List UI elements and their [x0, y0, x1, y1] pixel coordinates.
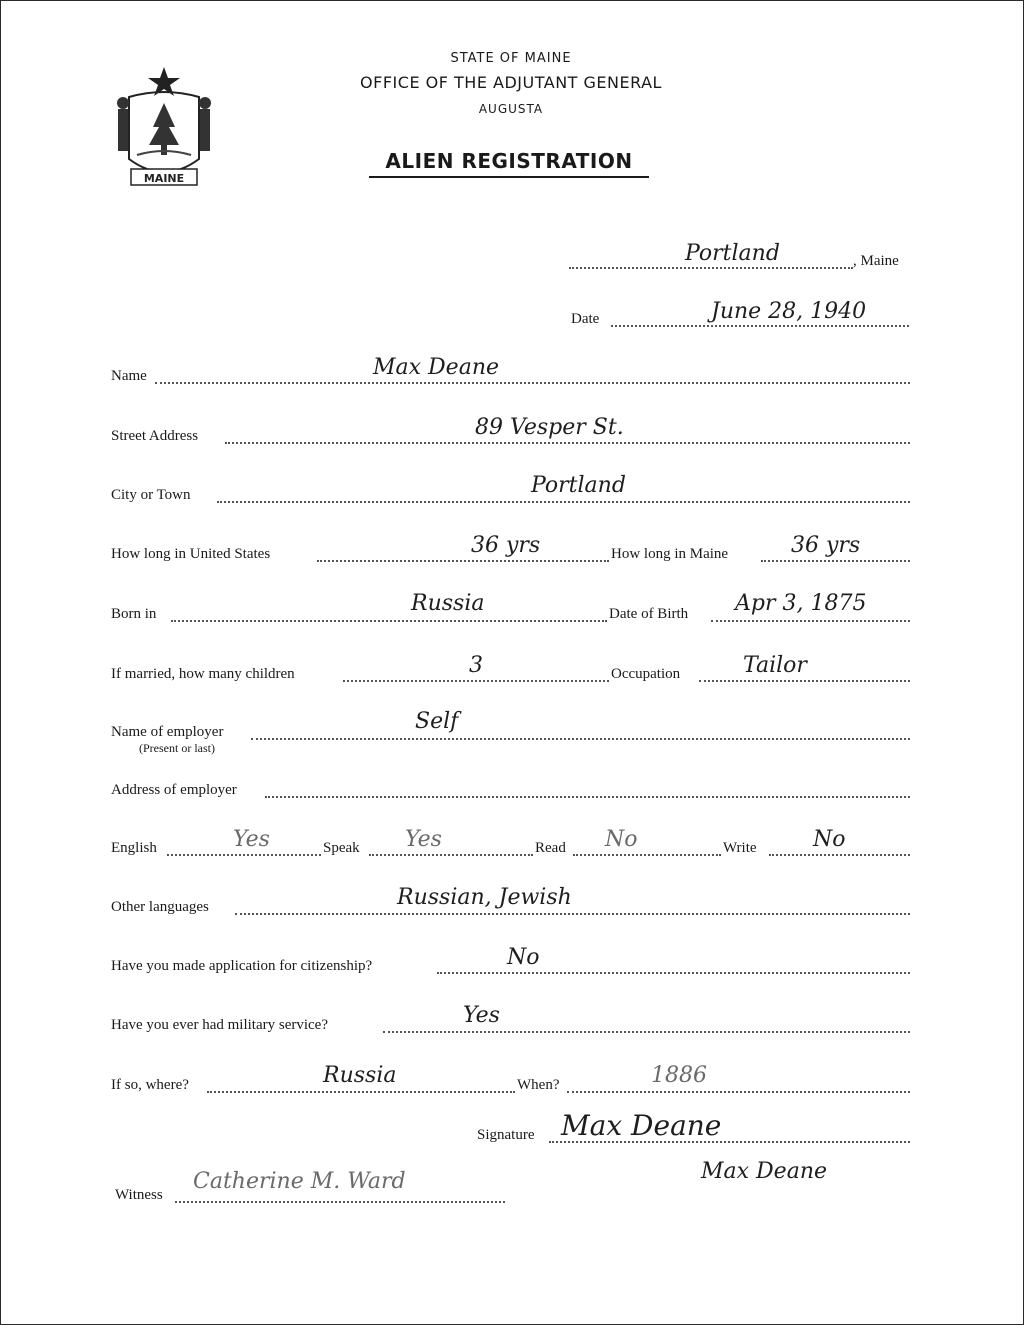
dob-label: Date of Birth	[609, 606, 689, 622]
state-seal-icon	[109, 63, 219, 191]
speak-line	[369, 854, 533, 856]
citizenship-value: No	[507, 945, 540, 970]
write-line	[769, 854, 910, 856]
where-label: If so, where?	[111, 1077, 189, 1093]
when-value: 1886	[651, 1063, 707, 1088]
read-label: Read	[535, 840, 566, 856]
english-label: English	[111, 840, 157, 856]
english-value: Yes	[233, 827, 270, 852]
place-line	[569, 267, 853, 269]
clerk-signature-value: Max Deane	[701, 1159, 828, 1184]
employer-address-label: Address of employer	[111, 782, 237, 798]
witness-line	[175, 1201, 505, 1203]
write-value: No	[813, 827, 846, 852]
read-line	[573, 854, 721, 856]
english-line	[167, 854, 321, 856]
witness-label: Witness	[115, 1187, 163, 1203]
speak-label: Speak	[323, 840, 360, 856]
city-line	[217, 501, 910, 503]
other-languages-line	[235, 913, 910, 915]
married-line	[343, 680, 609, 682]
date-line	[611, 325, 909, 327]
how-long-me-value: 36 yrs	[791, 533, 861, 558]
street-line	[225, 442, 910, 444]
other-languages-label: Other languages	[111, 899, 209, 915]
when-label: When?	[517, 1077, 560, 1093]
witness-value: Catherine M. Ward	[193, 1169, 406, 1194]
citizenship-line	[437, 972, 910, 974]
employer-address-line	[265, 796, 910, 798]
citizenship-label: Have you made application for citizenship?	[111, 958, 373, 974]
header-state: STATE OF MAINE	[450, 51, 572, 66]
how-long-us-label: How long in United States	[111, 546, 271, 562]
where-value: Russia	[323, 1063, 397, 1088]
read-value: No	[605, 827, 638, 852]
city-value: Portland	[531, 473, 626, 498]
other-languages-value: Russian, Jewish	[397, 885, 572, 910]
name-line	[155, 382, 910, 384]
date-label: Date	[571, 311, 600, 327]
header-office: OFFICE OF THE ADJUTANT GENERAL	[360, 73, 662, 92]
children-value: 3	[469, 653, 483, 678]
how-long-me-label: How long in Maine	[611, 546, 729, 562]
how-long-us-value: 36 yrs	[471, 533, 541, 558]
employer-line	[251, 738, 910, 740]
write-label: Write	[723, 840, 757, 856]
occupation-value: Tailor	[743, 653, 807, 678]
how-long-me-line	[761, 560, 910, 562]
signature-value: Max Deane	[561, 1109, 722, 1142]
dob-line	[711, 620, 910, 622]
occupation-label: Occupation	[611, 666, 681, 682]
military-value: Yes	[463, 1003, 500, 1028]
street-label: Street Address	[111, 428, 199, 444]
born-in-line	[171, 620, 607, 622]
page-title: ALIEN REGISTRATION	[385, 149, 633, 173]
married-label: If married, how many children	[111, 666, 295, 682]
street-value: 89 Vesper St.	[475, 415, 624, 440]
how-long-us-line	[317, 560, 609, 562]
where-line	[207, 1091, 515, 1093]
employer-label: Name of employer	[111, 724, 224, 740]
employer-sub-label: (Present or last)	[139, 741, 215, 755]
date-value: June 28, 1940	[711, 299, 867, 324]
employer-value: Self	[415, 709, 459, 734]
name-value: Max Deane	[373, 355, 500, 380]
dob-value: Apr 3, 1875	[735, 591, 867, 616]
seal-text: MAINE	[143, 172, 185, 185]
occupation-line	[699, 680, 910, 682]
city-label: City or Town	[111, 487, 191, 503]
place-value: Portland	[685, 241, 780, 266]
header-city: AUGUSTA	[478, 102, 544, 116]
name-label: Name	[111, 368, 147, 384]
born-in-label: Born in	[111, 606, 157, 622]
born-in-value: Russia	[411, 591, 485, 616]
military-label: Have you ever had military service?	[111, 1017, 328, 1033]
speak-value: Yes	[405, 827, 442, 852]
military-line	[383, 1031, 910, 1033]
when-line	[567, 1091, 910, 1093]
title-underline	[369, 176, 649, 178]
signature-label: Signature	[477, 1127, 535, 1143]
maine-label: , Maine	[853, 253, 899, 269]
